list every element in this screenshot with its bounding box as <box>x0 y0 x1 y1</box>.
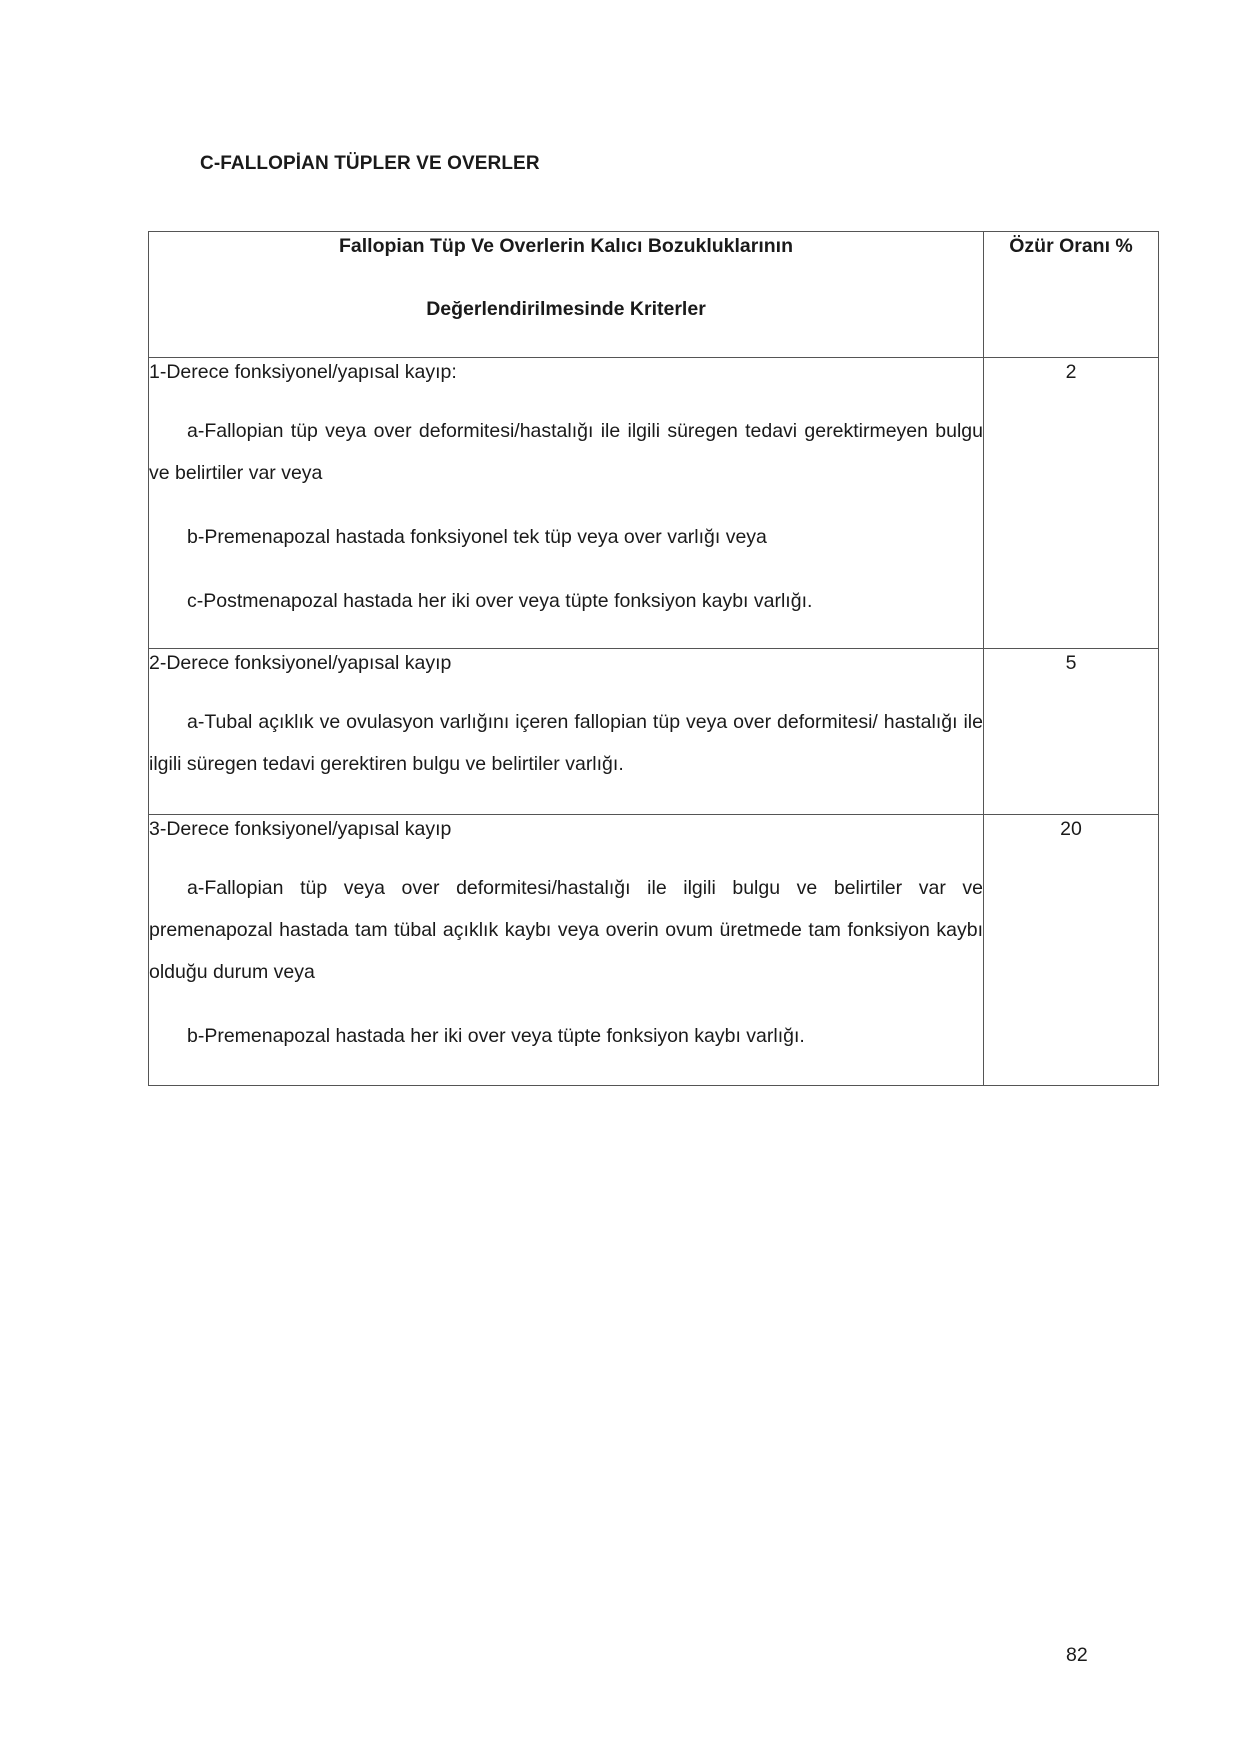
criteria-item: a-Tubal açıklık ve ovulasyon varlığını içeren fallopian tüp veya over deformitesi/ hastalığı ile ilgili süregen tedavi gerektiren bulgu ve belirtiler varlığı. <box>149 711 983 775</box>
degree-title: 2-Derece fonksiyonel/yapısal kayıp <box>149 652 452 674</box>
table-header-row <box>149 232 1159 358</box>
table-row <box>149 815 1159 1086</box>
criteria-item: b-Premenapozal hastada her iki over veya tüpte fonksiyon kaybı varlığı. <box>187 1025 805 1047</box>
rate-cell <box>984 358 1159 649</box>
page-number: 82 <box>1066 1644 1088 1666</box>
degree-title: 3-Derece fonksiyonel/yapısal kayıp <box>149 818 452 840</box>
table-row <box>149 358 1159 649</box>
section-title: C-FALLOPİAN TÜPLER VE OVERLER <box>200 153 540 174</box>
criteria-table <box>148 231 1159 1086</box>
rate-value: 2 <box>1065 361 1077 383</box>
rate-value: 20 <box>1060 818 1082 840</box>
criteria-column-header <box>149 232 984 358</box>
criteria-cell <box>149 649 984 815</box>
criteria-header-line2: Değerlendirilmesinde Kriterler <box>426 298 706 320</box>
rate-header-label: Özür Oranı % <box>1009 235 1133 257</box>
criteria-header-line1: Fallopian Tüp Ve Overlerin Kalıcı Bozukluklarının <box>338 235 794 257</box>
table-row <box>149 649 1159 815</box>
criteria-cell <box>149 815 984 1086</box>
rate-column-header <box>984 232 1159 358</box>
criteria-item: a-Fallopian tüp veya over deformitesi/hastalığı ile ilgili bulgu ve belirtiler var ve premenapozal hastada tam tübal açıklık kaybı veya overin ovum üretmede tam fonksiyon kaybı olduğu durum veya <box>149 877 983 983</box>
criteria-item: c-Postmenapozal hastada her iki over veya tüpte fonksiyon kaybı varlığı. <box>187 590 813 612</box>
rate-value: 5 <box>1065 652 1077 674</box>
degree-title: 1-Derece fonksiyonel/yapısal kayıp: <box>149 361 457 383</box>
criteria-item: b-Premenapozal hastada fonksiyonel tek tüp veya over varlığı veya <box>187 526 767 548</box>
criteria-item: a-Fallopian tüp veya over deformitesi/hastalığı ile ilgili süregen tedavi gerektirmeyen bulgu ve belirtiler var veya <box>149 420 983 484</box>
rate-cell <box>984 649 1159 815</box>
rate-cell <box>984 815 1159 1086</box>
criteria-cell <box>149 358 984 649</box>
